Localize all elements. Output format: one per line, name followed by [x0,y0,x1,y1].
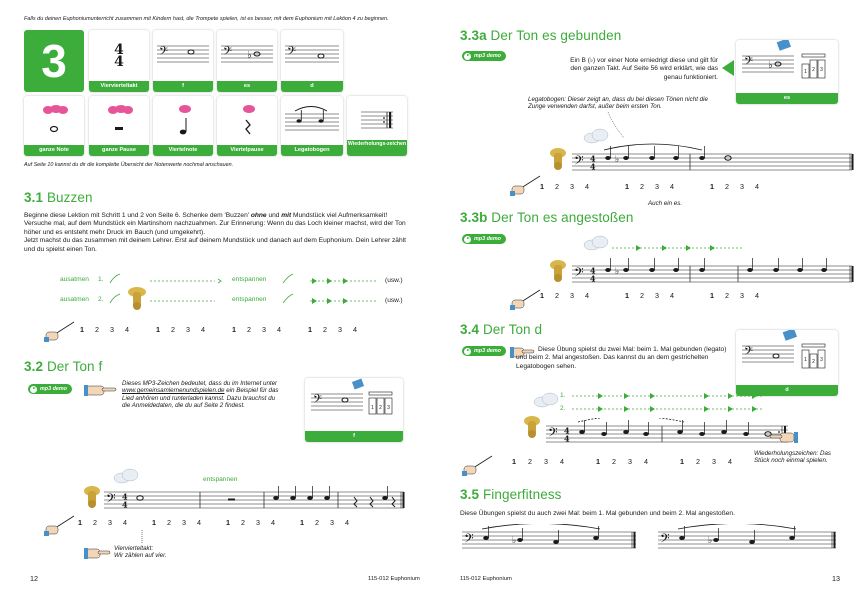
svg-text:4: 4 [590,273,596,284]
count-number: 1 [80,325,84,334]
ausatmen-label-1: ausatmen [60,276,89,283]
fingering-card-es [736,40,838,104]
count-number: 3 [186,325,190,334]
count-number: 4 [585,182,589,191]
row-number-2: 2. [98,296,104,303]
svg-text:𝄢: 𝄢 [223,45,233,61]
svg-text:4: 4 [590,265,596,276]
text-part: Jetzt machst du das zusammen mit deinem Lehrer. Erst auf deinem Mundstück und danach auf dem Euphonium. Dein Lehrer zählt und du spielst einen Ton. [24,237,406,253]
svg-text:♭: ♭ [768,60,773,71]
count-number: 3 [712,457,716,466]
section-3-3b-heading [460,210,633,225]
count-number: 2 [323,325,327,334]
svg-text:♭: ♭ [512,536,517,546]
count-number: 2 [725,291,729,300]
count-number: 1 [540,291,544,300]
count-number: 1 [300,518,304,527]
card-es [217,30,277,92]
count-number: 4 [560,457,564,466]
card-label: ganze Pause [89,145,149,156]
count-number: 1 [680,457,684,466]
svg-text:𝄢: 𝄢 [106,491,116,509]
bass-clef-d-icon [281,30,343,80]
section-3-3a-heading [460,28,621,43]
whole-rest-icon [89,96,149,144]
card-viertelnote [153,96,213,156]
staff-es-gebunden [568,138,856,178]
euphonium-icon [546,258,570,284]
pointing-hand-icon [770,430,800,444]
svg-text:2: 2 [379,405,382,411]
count-number: 1 [152,518,156,527]
text-part: Dieses MP3-Zeichen bedeutet, dass du im Internet unter [122,380,278,387]
section-3-5-text: Diese Übungen spielst du auch zwei Mal: beim 1. Mal gebunden und beim 2. Mal angestoßen. [460,510,735,517]
d-explanation: Diese Übung spielst du zwei Mal: beim 1. Mal gebunden (legato) und beim 2. Mal angestoßen. Das kannst du an dem gestrichelten Legatobogen sehen. [516,346,727,370]
card-label: Legatobogen [281,145,343,156]
staff-ton-f [100,480,410,514]
text-part: und [266,212,282,219]
count-number: 3 [628,457,632,466]
svg-text:♭: ♭ [615,267,620,277]
count-number: 4 [728,457,732,466]
intro-note: Falls du deinen Euphoniumunterricht zusammen mit Kindern hast, die Trompete spielen, ist es besser, mit dem Euphonium mit Lektion 4 zu beginnen. [24,16,389,22]
text-line: Stück noch einmal spielen. [754,457,828,465]
time-signature-icon [89,30,149,80]
count-number: 3 [544,457,548,466]
section-3-2-heading [24,359,102,374]
mp3-explanation [122,380,282,410]
repeat-sign-icon [347,96,407,144]
euphonium-icon [520,414,544,440]
staff-es-angestossen [568,252,856,292]
conductor-hand-icon [462,452,494,476]
count-number: 2 [696,457,700,466]
legato-slur-icon [281,96,343,144]
count-number: 3 [110,325,114,334]
section-title: Buzzen [46,190,93,205]
page-number-right: 13 [832,574,840,583]
staff-ton-d [542,418,792,452]
whole-note-icon [24,96,84,144]
count-number: 4 [123,518,127,527]
svg-text:3: 3 [820,67,823,73]
note-overview-hint: Auf Seite 10 kannst du dir die komplette Übersicht der Notenwerte nochmal anschauen. [24,162,234,168]
count-number: 1 [156,325,160,334]
count-number: 4 [755,291,759,300]
count-number: 1 [308,325,312,334]
svg-text:𝄢: 𝄢 [574,265,584,283]
euphonium-icon [546,146,570,172]
svg-text:2: 2 [812,67,815,73]
count-number: 3 [570,291,574,300]
svg-text:𝄢: 𝄢 [313,393,323,409]
es-explanation: Ein B (♭) vor einer Note erniedrigt diese und gilt für den ganzen Takt. Auf Seite 56 wird erklärt, wie das genau funktioniert. [570,57,718,81]
fingering-chart-icon [736,330,838,384]
svg-text:𝄢: 𝄢 [287,45,297,61]
count-number: 1 [232,325,236,334]
count-number: 2 [171,325,175,334]
svg-text:4: 4 [564,433,570,444]
count-number: 2 [640,182,644,191]
svg-text:𝄢: 𝄢 [574,153,584,171]
text-part: ein Beispiel für das Lied anhören und runterladen kannst. Dazu brauchst du die Anmeldedaten, die du auf Seite 2 findest. [122,387,279,410]
count-number: 4 [353,325,357,334]
count-number: 3 [262,325,266,334]
count-number: 1 [78,518,82,527]
text-line: Wiederholungszeichen: Das [754,450,831,457]
card-label: es [736,93,838,104]
section-title: Der Ton d [482,322,543,337]
svg-text:3: 3 [820,357,823,363]
count-number: 2 [95,325,99,334]
svg-text:2: 2 [812,359,815,365]
count-number: 4 [670,182,674,191]
entspannen-label-3: entspannen [203,476,238,483]
card-label: d [736,385,838,396]
section-number: 3.4 [460,322,480,337]
card-label: es [217,81,277,92]
svg-text:♭: ♭ [247,50,252,61]
text-emph: mit [281,212,292,219]
section-3-5-heading [460,487,562,502]
count-number: 4 [125,325,129,334]
count-number: 3 [655,291,659,300]
count-number: 2 [612,457,616,466]
ausatmen-label-2: ausatmen [60,296,89,303]
footer-right: 115-012 Euphonium [460,576,512,582]
count-number: 3 [740,291,744,300]
count-number: 2 [640,291,644,300]
breathing-arrows [0,266,432,314]
bass-clef-f-icon [153,30,213,80]
count-number: 3 [256,518,260,527]
svg-text:𝄢: 𝄢 [744,55,754,71]
wiederholung-note [754,450,831,465]
svg-text:1: 1 [804,357,807,363]
count-number: 2 [315,518,319,527]
card-f [153,30,213,92]
count-number: 3 [108,518,112,527]
count-number: 1 [540,182,544,191]
count-number: 2 [93,518,97,527]
count-number: 4 [345,518,349,527]
count-number: 3 [655,182,659,191]
svg-text:4: 4 [564,425,570,436]
count-number: 2 [528,457,532,466]
conductor-hand-icon [510,172,542,196]
quarter-note-icon [153,96,213,144]
card-label: Viertelpause [217,145,277,156]
footer-left: 115-012 Euphonium [368,576,420,582]
lesson-number-card: 3 [24,30,84,92]
count-number: 2 [167,518,171,527]
svg-text:4: 4 [590,153,596,164]
fingering-chart-icon [736,40,838,92]
quarter-rest-icon [217,96,277,144]
card-label: Wiederholungs-zeichen [347,140,407,156]
section-number: 3.2 [24,359,44,374]
right-page [432,0,864,597]
svg-text:4: 4 [114,54,124,70]
count-number: 2 [555,182,559,191]
count-number: 4 [271,518,275,527]
card-ganze-note [24,96,84,156]
legato-explanation: Legatobogen: Dieser zeigt an, dass du bei diesen Tönen nicht die Zunge verwenden darfst, außer beim ersten Ton. [528,96,708,111]
svg-text:♭: ♭ [615,155,620,165]
row-number-1: 1. [98,276,104,283]
mp3-demo-badge[interactable]: mp3 demo [28,384,72,394]
svg-text:𝄢: 𝄢 [159,45,169,61]
count-number: 2 [555,291,559,300]
count-number: 1 [226,518,230,527]
section-title: Der Ton f [46,359,103,374]
svg-text:1: 1 [371,405,374,411]
bass-clef-es-icon [217,30,277,80]
count-number: 3 [182,518,186,527]
mp3-demo-badge[interactable]: mp3 demo [462,346,506,356]
section-title: Der Ton es gebunden [490,28,622,43]
text-part: Beginne diese Lektion mit Schritt 1 und 2 von Seite 6. Schenke dem 'Buzzen' [24,212,251,219]
usw-label-2: (usw.) [385,297,403,304]
conductor-hand-icon [510,286,542,310]
svg-text:𝄢: 𝄢 [464,531,474,549]
entspannen-label-2: entspannen [232,296,267,303]
section-number: 3.5 [460,487,480,502]
card-legatobogen [281,96,343,156]
svg-text:1: 1 [804,69,807,75]
row-number-2: 2. [560,405,566,412]
staff-fingerfitness [460,524,840,554]
count-number: 2 [247,325,251,334]
card-label: f [305,431,403,442]
pointing-hand-icon [84,546,112,560]
card-label: ganze Note [24,145,84,156]
count-number: 1 [625,182,629,191]
count-number: 1 [596,457,600,466]
svg-text:4: 4 [122,499,128,510]
svg-text:4: 4 [590,161,596,172]
section-3-4-heading [460,322,542,337]
section-3-1-heading [24,190,93,205]
count-number: 3 [330,518,334,527]
card-wiederholungszeichen [347,96,407,156]
card-label: Viertelnote [153,145,213,156]
entspannen-label-1: entspannen [232,276,267,283]
pointer-triangle [722,60,734,76]
fingering-card-f [305,378,403,442]
count-number: 4 [755,182,759,191]
count-number: 4 [201,325,205,334]
row-number-1: 1. [560,392,566,399]
breath-arrow-rows [528,384,768,418]
auch-es-note: Auch ein es. [648,200,683,207]
count-number: 2 [725,182,729,191]
count-number: 4 [197,518,201,527]
count-number: 4 [585,291,589,300]
text-line: Wir zählen auf vier. [114,552,167,560]
svg-text:3: 3 [387,405,390,411]
mp3-url-link[interactable]: www.gemeinsamlernenundspielen.de [122,387,225,395]
section-number: 3.3a [460,28,487,43]
card-viervierteltakt [89,30,149,92]
svg-text:𝄢: 𝄢 [548,425,558,443]
mp3-demo-badge[interactable]: mp3 demo [462,234,506,244]
svg-text:4: 4 [114,42,124,58]
fingering-chart-icon [305,378,403,430]
section-3-1-text [24,212,410,254]
svg-text:4: 4 [122,491,128,502]
section-title: Fingerfitness [482,487,562,502]
euphonium-icon [124,284,150,312]
count-number: 1 [512,457,516,466]
card-viertelpause [217,96,277,156]
text-emph: ohne [250,212,267,219]
count-number: 4 [277,325,281,334]
dotted-pointer-line [138,530,146,544]
count-number: 3 [740,182,744,191]
usw-label-1: (usw.) [385,277,403,284]
count-number: 4 [670,291,674,300]
section-number: 3.1 [24,190,44,205]
section-title: Der Ton es angestoßen [491,210,634,225]
count-number: 1 [710,291,714,300]
mp3-demo-badge[interactable]: mp3 demo [462,51,506,61]
card-d [281,30,343,92]
text-line: Viervierteltakt: [114,545,154,552]
count-number: 1 [710,182,714,191]
pointing-hand-icon [84,383,118,397]
text-part: Mundstück viel Aufmerksamkeit! Versuche mal, auf dem Mundstück ein Martinshorn nachzuahmen. Zur Erinnerung: Wenn du das Loch kleiner machst, wird der Ton höher und es entsteht mehr Druck im Bauch (und umgekehrt). [24,212,406,236]
svg-text:𝄢: 𝄢 [744,345,754,361]
card-label: d [281,81,343,92]
count-number: 4 [644,457,648,466]
card-label: f [153,81,213,92]
svg-text:𝄢: 𝄢 [660,531,670,549]
count-number: 1 [625,291,629,300]
conductor-hand-icon [44,318,76,342]
count-number: 3 [570,182,574,191]
vierviertel-note [114,545,167,560]
svg-text:♭: ♭ [708,536,713,546]
breath-arrow-row [582,234,752,254]
page-number-left: 12 [30,574,38,583]
section-number: 3.3b [460,210,488,225]
card-label: Viervierteltakt [89,81,149,92]
count-number: 3 [338,325,342,334]
conductor-hand-icon [44,512,76,536]
card-ganze-pause [89,96,149,156]
count-number: 2 [241,518,245,527]
